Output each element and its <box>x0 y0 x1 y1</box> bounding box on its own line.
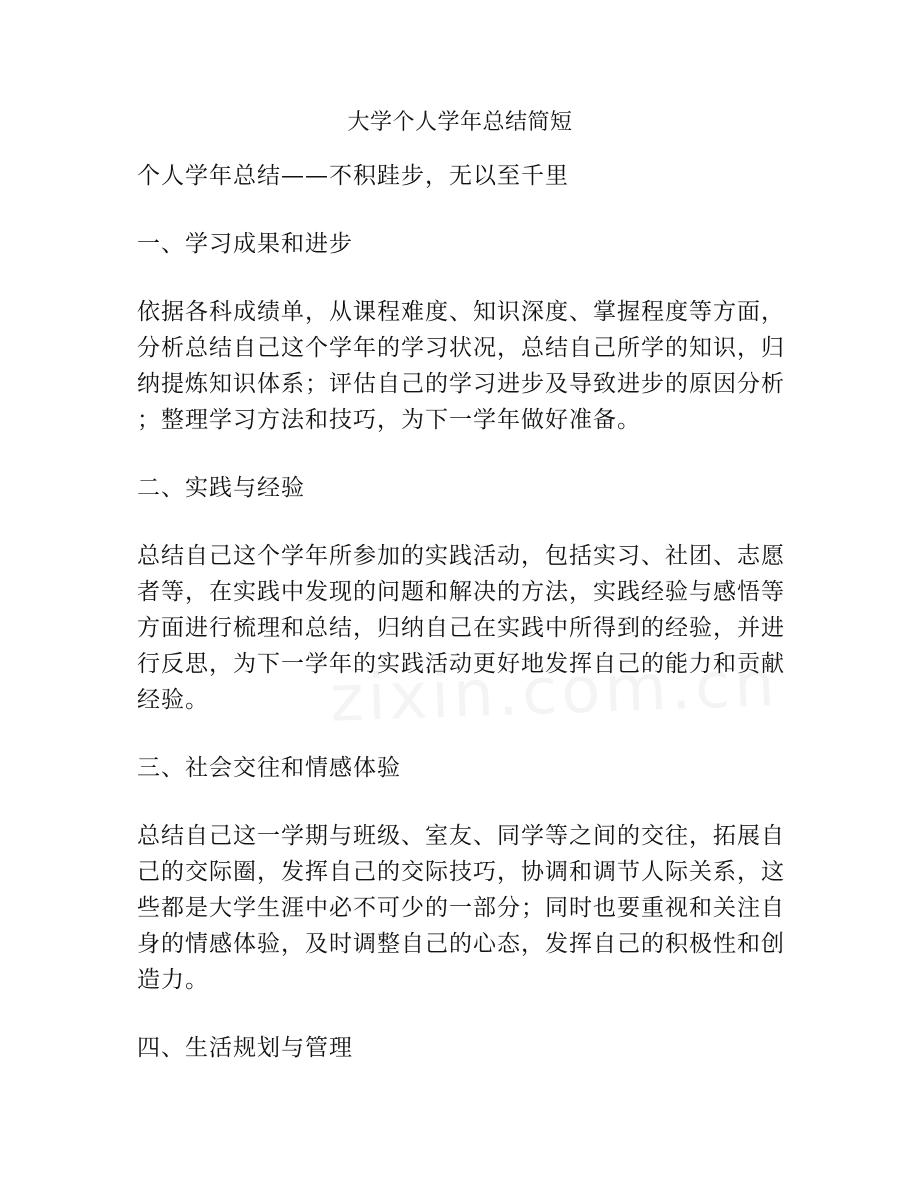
body-line: 分析总结自己这个学年的学习状况，总结自己所学的知识，归 <box>137 335 785 361</box>
body-line: 总结自己这一学期与班级、室友、同学等之间的交往，拓展自 <box>137 823 785 849</box>
section-body-2 <box>137 538 787 718</box>
section-heading-4: 四、生活规划与管理 <box>137 1035 353 1061</box>
body-line: 己的交际圈，发挥自己的交际技巧，协调和调节人际关系，这 <box>137 859 785 885</box>
document-subtitle: 个人学年总结——不积跬步，无以至千里 <box>137 163 569 189</box>
body-line: 依据各科成绩单，从课程难度、知识深度、掌握程度等方面， <box>137 299 785 325</box>
section-heading-2: 二、实践与经验 <box>137 475 305 501</box>
body-line: 总结自己这个学年所参加的实践活动，包括实习、社团、志愿 <box>137 543 785 569</box>
section-body-3 <box>137 818 787 998</box>
document-title: 大学个人学年总结简短 <box>347 110 573 135</box>
body-line: 者等，在实践中发现的问题和解决的方法，实践经验与感悟等 <box>137 579 785 605</box>
section-heading-3: 三、社会交往和情感体验 <box>137 755 401 781</box>
body-line: 行反思，为下一学年的实践活动更好地发挥自己的能力和贡献 <box>137 651 785 677</box>
body-line: 些都是大学生涯中必不可少的一部分；同时也要重视和关注自 <box>137 895 785 921</box>
body-line: 造力。 <box>137 967 209 993</box>
section-body-1 <box>137 294 787 438</box>
body-line: 方面进行梳理和总结，归纳自己在实践中所得到的经验，并进 <box>137 615 785 641</box>
body-line: 纳提炼知识体系；评估自己的学习进步及导致进步的原因分析 <box>137 371 785 397</box>
body-line: 身的情感体验，及时调整自己的心态，发挥自己的积极性和创 <box>137 931 785 957</box>
body-line: ；整理学习方法和技巧，为下一学年做好准备。 <box>137 407 641 433</box>
body-line: 经验。 <box>137 687 209 713</box>
section-heading-1: 一、学习成果和进步 <box>137 231 353 257</box>
